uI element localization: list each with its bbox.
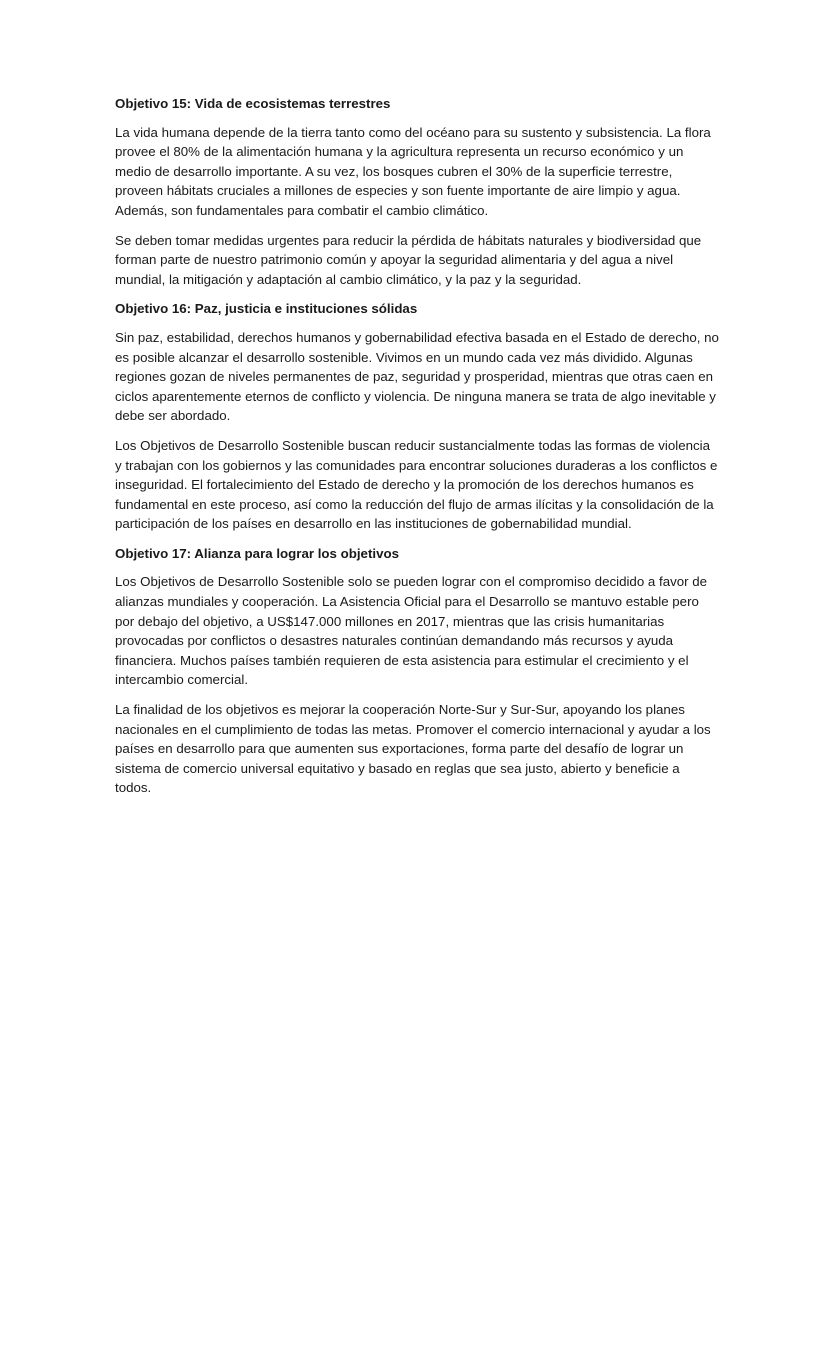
section-heading: Objetivo 17: Alianza para lograr los objetivos	[115, 545, 399, 561]
section-objetivo-16	[115, 299, 719, 534]
paragraph: Sin paz, estabilidad, derechos humanos y gobernabilidad efectiva basada en el Estado de derecho, no es posible alcanzar el desarrollo sostenible. Vivimos en un mundo cada vez más dividido. Algunas regiones gozan de niveles permanentes de paz, seguridad y prosperidad, mientras que otras caen en ciclos aparentemente eternos de conflicto y violencia. De ninguna manera se trata de algo inevitable y debe ser abordado.	[115, 329, 719, 424]
section-objetivo-15	[115, 94, 719, 289]
paragraph: Los Objetivos de Desarrollo Sostenible buscan reducir sustancialmente todas las formas de violencia y trabajan con los gobiernos y las comunidades para encontrar soluciones duraderas a los conflictos e inseguridad. El fortalecimiento del Estado de derecho y la promoción de los derechos humanos es fundamental en este proceso, así como la reducción del flujo de armas ilícitas y la consolidación de la participación de los países en desarrollo en las instituciones de gobernabilidad mundial.	[115, 437, 718, 532]
paragraph: Se deben tomar medidas urgentes para reducir la pérdida de hábitats naturales y biodiversidad que forman parte de nuestro patrimonio común y apoyar la seguridad alimentaria y del agua a nivel mundial, la mitigación y adaptación al cambio climático, y la paz y la seguridad.	[115, 232, 702, 287]
paragraph: La vida humana depende de la tierra tanto como del océano para su sustento y subsistencia. La flora provee el 80% de la alimentación humana y la agricultura representa un recurso económico y un medio de desarrollo importante. A su vez, los bosques cubren el 30% de la superficie terrestre, proveen hábitats cruciales a millones de especies y son fuente importante de aire limpio y agua. Además, son fundamentales para combatir el cambio climático.	[115, 124, 711, 218]
section-heading: Objetivo 15: Vida de ecosistemas terrestres	[115, 96, 391, 111]
section-heading: Objetivo 16: Paz, justicia e instituciones sólidas	[115, 301, 418, 317]
section-objetivo-17	[115, 544, 719, 798]
paragraph: La finalidad de los objetivos es mejorar la cooperación Norte-Sur y Sur-Sur, apoyando los planes nacionales en el cumplimiento de todas las metas. Promover el comercio internacional y ayudar a los países en desarrollo para que aumenten sus exportaciones, forma parte del desafío de lograr un sistema de comercio universal equitativo y basado en reglas que sea justo, abierto y beneficie a todos.	[115, 702, 711, 796]
paragraph: Los Objetivos de Desarrollo Sostenible solo se pueden lograr con el compromiso decidido a favor de alianzas mundiales y cooperación. La Asistencia Oficial para el Desarrollo se mantuvo estable pero por debajo del objetivo, a US$147.000 millones en 2017, mientras que las crisis humanitarias provocadas por conflictos o desastres naturales continúan demandando más recursos y ayuda financiera. Muchos países también requieren de esta asistencia para estimular el crecimiento y el intercambio comercial.	[115, 574, 708, 688]
document-page	[115, 94, 719, 808]
